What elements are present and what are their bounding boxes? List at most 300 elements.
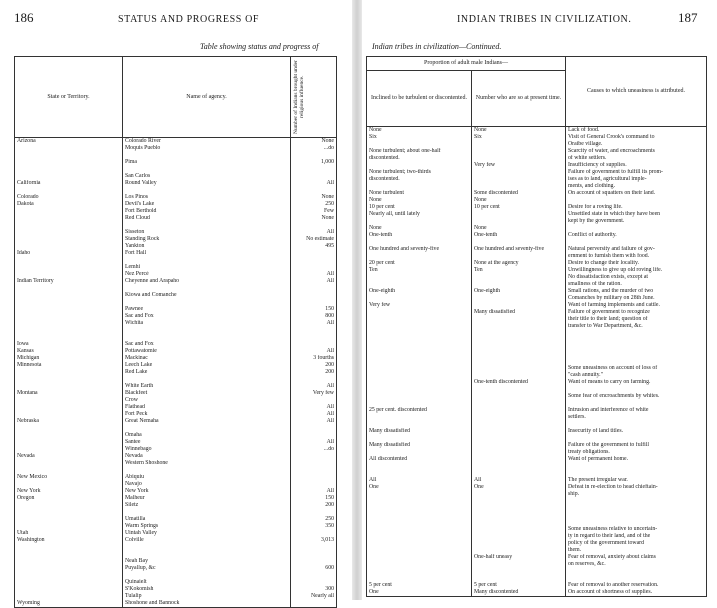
table-cell: S'Kokomish	[123, 586, 291, 593]
table-row	[367, 498, 707, 505]
table-cell: 10 per cent	[472, 204, 566, 211]
table-cell: Umatilla	[123, 516, 291, 523]
table-cell: New Mexico	[15, 474, 123, 481]
header-causes: Causes to which uneasiness is attributed.	[566, 57, 707, 127]
table-row	[15, 600, 337, 608]
table-cell: Insecurity of land titles.	[566, 428, 707, 435]
table-cell	[367, 512, 472, 519]
header-present-number: Number who are so at present time.	[472, 71, 566, 127]
table-cell	[123, 152, 291, 159]
table-cell	[367, 414, 472, 421]
table-cell: One hundred and seventy-five	[367, 246, 472, 253]
table-cell: Blackfeet	[123, 390, 291, 397]
table-row	[367, 239, 707, 246]
table-row	[367, 540, 707, 547]
table-row	[367, 246, 707, 253]
table-cell: Fort Peck	[123, 411, 291, 418]
table-row	[367, 463, 707, 470]
table-cell	[15, 229, 123, 236]
table-cell	[472, 407, 566, 414]
table-cell	[472, 281, 566, 288]
table-cell	[367, 351, 472, 358]
table-cell	[123, 544, 291, 551]
table-row	[367, 267, 707, 274]
table-cell: Shoshone and Bannock	[123, 600, 291, 608]
table-cell: 200	[291, 362, 337, 369]
table-cell	[566, 386, 707, 393]
table-row	[15, 467, 337, 474]
table-cell	[367, 533, 472, 540]
table-row	[367, 379, 707, 386]
table-cell	[291, 299, 337, 306]
table-cell	[472, 302, 566, 309]
table-cell	[472, 169, 566, 176]
table-cell	[123, 376, 291, 383]
right-page-number: 187	[678, 10, 698, 25]
table-cell	[15, 481, 123, 488]
table-row	[367, 232, 707, 239]
table-cell: Some discontented	[472, 190, 566, 197]
table-cell	[367, 568, 472, 575]
table-cell: Standing Rock	[123, 236, 291, 243]
table-cell: Oregon	[15, 495, 123, 502]
table-cell	[15, 516, 123, 523]
table-cell	[566, 568, 707, 575]
table-cell	[566, 505, 707, 512]
table-row	[15, 460, 337, 467]
right-page	[362, 0, 717, 600]
table-row	[15, 355, 337, 362]
table-row	[367, 526, 707, 533]
table-row	[15, 306, 337, 313]
table-row	[15, 516, 337, 523]
table-cell: 3,013	[291, 537, 337, 544]
table-cell	[472, 519, 566, 526]
table-cell	[15, 502, 123, 509]
table-cell: New York	[123, 488, 291, 495]
table-cell: Lemhi	[123, 264, 291, 271]
table-cell	[472, 316, 566, 323]
table-cell: All	[291, 404, 337, 411]
table-cell: Want of means to carry on farming.	[566, 379, 707, 386]
table-cell: ...do	[291, 145, 337, 152]
table-cell: One	[367, 589, 472, 597]
table-row	[367, 365, 707, 372]
table-cell	[367, 365, 472, 372]
table-row	[367, 204, 707, 211]
table-cell: Uintah Valley	[123, 530, 291, 537]
table-cell: Flathead	[123, 404, 291, 411]
table-row	[367, 190, 707, 197]
table-cell	[15, 159, 123, 166]
table-row	[15, 278, 337, 285]
table-cell: smallness of the ration.	[566, 281, 707, 288]
table-cell	[123, 572, 291, 579]
table-cell: Sac and Fox	[123, 313, 291, 320]
table-cell: Intrusion and interference of white	[566, 407, 707, 414]
table-cell: 5 per cent	[472, 582, 566, 589]
table-cell	[367, 526, 472, 533]
table-cell: Unwillingness to give up old roving life.	[566, 267, 707, 274]
table-cell	[472, 491, 566, 498]
left-page	[0, 0, 352, 606]
table-cell	[15, 565, 123, 572]
table-cell: All discontented	[367, 456, 472, 463]
table-cell: All	[291, 229, 337, 236]
table-cell	[291, 341, 337, 348]
table-cell: Cheyenne and Arapaho	[123, 278, 291, 285]
table-cell: Ten	[472, 267, 566, 274]
table-cell	[472, 218, 566, 225]
table-cell	[367, 498, 472, 505]
table-cell: Very few	[291, 390, 337, 397]
table-row	[15, 285, 337, 292]
table-cell	[367, 141, 472, 148]
table-cell: On account of squatters on their land.	[566, 190, 707, 197]
table-cell	[472, 386, 566, 393]
table-cell	[367, 379, 472, 386]
table-row	[15, 236, 337, 243]
table-cell	[566, 400, 707, 407]
table-cell: Very few	[472, 162, 566, 169]
table-cell	[367, 239, 472, 246]
table-row	[367, 183, 707, 190]
table-cell: Omaha	[123, 432, 291, 439]
table-cell	[367, 400, 472, 407]
table-row	[15, 593, 337, 600]
table-cell	[367, 337, 472, 344]
table-row	[367, 386, 707, 393]
table-cell: Many dissatisfied	[472, 309, 566, 316]
table-cell: New York	[15, 488, 123, 495]
table-row	[15, 530, 337, 537]
table-cell: Pawnee	[123, 306, 291, 313]
table-cell	[291, 327, 337, 334]
table-cell: 800	[291, 313, 337, 320]
table-cell	[472, 295, 566, 302]
table-row	[15, 138, 337, 146]
table-cell	[367, 421, 472, 428]
table-cell: 250	[291, 201, 337, 208]
table-cell: Neah Bay	[123, 558, 291, 565]
table-cell: Colorado River	[123, 138, 291, 146]
table-row	[15, 376, 337, 383]
table-row	[15, 523, 337, 530]
table-row	[15, 432, 337, 439]
table-cell	[15, 467, 123, 474]
table-cell: ises as to land, agricultural imple-	[566, 176, 707, 183]
table-cell	[472, 141, 566, 148]
table-cell	[15, 145, 123, 152]
table-cell: Sac and Fox	[123, 341, 291, 348]
table-cell	[291, 558, 337, 565]
table-cell: None	[472, 197, 566, 204]
table-cell: Want of farming implements and cattle.	[566, 302, 707, 309]
table-cell: Kiowa and Comanche	[123, 292, 291, 299]
table-cell: Western Shoshone	[123, 460, 291, 467]
table-cell: 200	[291, 502, 337, 509]
table-cell: White Earth	[123, 383, 291, 390]
table-cell	[472, 176, 566, 183]
table-cell: No dissatisfaction exists, except at	[566, 274, 707, 281]
table-cell	[15, 327, 123, 334]
table-row	[367, 519, 707, 526]
table-cell: Some fear of encroachments by whites.	[566, 393, 707, 400]
table-cell: transfer to War Department, &c.	[566, 323, 707, 330]
table-cell	[367, 435, 472, 442]
table-cell	[15, 313, 123, 320]
table-cell: Desire to change their locality.	[566, 260, 707, 267]
table-cell	[472, 337, 566, 344]
table-cell: "cash annuity."	[566, 372, 707, 379]
table-cell: Dakota	[15, 201, 123, 208]
table-cell	[15, 299, 123, 306]
table-cell: ments, and clothing.	[566, 183, 707, 190]
table-cell: All	[291, 383, 337, 390]
table-cell	[15, 523, 123, 530]
table-cell	[15, 579, 123, 586]
table-row	[367, 554, 707, 561]
table-cell: One-eighth	[472, 288, 566, 295]
table-cell	[367, 575, 472, 582]
table-cell	[291, 474, 337, 481]
table-row	[15, 495, 337, 502]
table-row	[367, 414, 707, 421]
table-cell: 3 fourths	[291, 355, 337, 362]
table-cell	[472, 351, 566, 358]
table-row	[15, 180, 337, 187]
table-cell	[472, 393, 566, 400]
table-row	[367, 141, 707, 148]
table-cell: Leech Lake	[123, 362, 291, 369]
table-row	[367, 358, 707, 365]
table-cell: discontented.	[367, 176, 472, 183]
table-cell	[472, 442, 566, 449]
table-row	[15, 320, 337, 327]
left-table-subtitle: Table showing status and progress of	[200, 42, 319, 51]
table-cell: Small rations, and the murder of two	[566, 288, 707, 295]
table-row	[367, 400, 707, 407]
table-cell	[472, 428, 566, 435]
table-row	[367, 561, 707, 568]
table-cell	[472, 148, 566, 155]
table-cell: None	[367, 197, 472, 204]
left-table	[14, 56, 337, 608]
right-table-subtitle: Indian tribes in civilization—Continued.	[372, 42, 502, 51]
table-cell: None	[472, 127, 566, 135]
table-cell: All	[291, 418, 337, 425]
table-cell: Malheur	[123, 495, 291, 502]
table-row	[15, 194, 337, 201]
table-cell	[123, 334, 291, 341]
table-cell: Colorado	[15, 194, 123, 201]
table-cell	[15, 306, 123, 313]
table-cell: Fear of removal to another reservation.	[566, 582, 707, 589]
table-cell	[291, 376, 337, 383]
table-row	[367, 253, 707, 260]
table-cell: kept by the government.	[566, 218, 707, 225]
table-cell: Fear of removal, anxiety about claims	[566, 554, 707, 561]
table-row	[15, 201, 337, 208]
table-cell	[566, 470, 707, 477]
table-cell: Washington	[15, 537, 123, 544]
table-cell: Red Lake	[123, 369, 291, 376]
header-state: State or Territory.	[15, 57, 123, 138]
table-row	[367, 316, 707, 323]
table-row	[15, 299, 337, 306]
table-cell	[291, 551, 337, 558]
table-cell: Round Valley	[123, 180, 291, 187]
table-row	[15, 383, 337, 390]
table-cell	[472, 253, 566, 260]
table-cell	[367, 463, 472, 470]
table-cell	[123, 222, 291, 229]
table-cell	[15, 369, 123, 376]
table-cell: Minnesota	[15, 362, 123, 369]
table-cell	[291, 453, 337, 460]
table-cell: Mackinac	[123, 355, 291, 362]
table-cell	[472, 533, 566, 540]
table-row	[15, 159, 337, 166]
table-cell: Crow	[123, 397, 291, 404]
table-cell	[367, 547, 472, 554]
table-cell: 150	[291, 306, 337, 313]
table-cell	[15, 222, 123, 229]
table-row	[15, 565, 337, 572]
table-row	[367, 197, 707, 204]
table-cell	[123, 166, 291, 173]
table-cell	[472, 526, 566, 533]
table-cell: None	[291, 215, 337, 222]
table-cell: discontented.	[367, 155, 472, 162]
table-cell: Six	[367, 134, 472, 141]
table-cell: Very few	[367, 302, 472, 309]
table-row	[15, 453, 337, 460]
table-cell: California	[15, 180, 123, 187]
table-cell	[367, 323, 472, 330]
table-cell	[291, 397, 337, 404]
table-row	[367, 470, 707, 477]
table-cell	[472, 372, 566, 379]
table-cell	[291, 166, 337, 173]
table-cell: One hundred and seventy-five	[472, 246, 566, 253]
table-cell: Defeat in re-election to head chieftain-	[566, 484, 707, 491]
table-row	[15, 257, 337, 264]
table-cell: Scarcity of water, and encroachments	[566, 148, 707, 155]
table-cell: 20 per cent	[367, 260, 472, 267]
table-cell: None	[472, 225, 566, 232]
table-row	[15, 243, 337, 250]
table-cell	[291, 187, 337, 194]
table-cell	[123, 327, 291, 334]
table-cell: On account of shortness of supplies.	[566, 589, 707, 597]
table-row	[15, 446, 337, 453]
table-cell: Visit of General Crook's command to	[566, 134, 707, 141]
table-cell	[291, 600, 337, 608]
table-cell: on reserves, &c.	[566, 561, 707, 568]
table-cell: Los Pinos	[123, 194, 291, 201]
table-row	[15, 229, 337, 236]
table-cell	[367, 491, 472, 498]
table-cell	[15, 586, 123, 593]
table-cell	[472, 505, 566, 512]
table-row	[15, 187, 337, 194]
table-cell	[367, 162, 472, 169]
table-cell: Nearly all	[291, 593, 337, 600]
table-row	[367, 575, 707, 582]
table-row	[15, 439, 337, 446]
table-cell: All	[291, 180, 337, 187]
table-cell: Insufficiency of supplies.	[566, 162, 707, 169]
table-cell: them.	[566, 547, 707, 554]
table-cell: Santee	[123, 439, 291, 446]
table-cell	[472, 211, 566, 218]
left-table-body	[15, 138, 337, 608]
table-cell	[367, 554, 472, 561]
table-row	[15, 481, 337, 488]
table-row	[15, 411, 337, 418]
table-row	[367, 281, 707, 288]
table-cell	[472, 414, 566, 421]
table-cell	[566, 463, 707, 470]
table-cell	[367, 393, 472, 400]
table-cell: Nez Percé	[123, 271, 291, 278]
table-cell	[15, 397, 123, 404]
table-cell: 495	[291, 243, 337, 250]
table-cell: 600	[291, 565, 337, 572]
table-cell: Many dissatisfied	[367, 442, 472, 449]
table-cell: Iowa	[15, 341, 123, 348]
table-cell: Many discontented	[472, 589, 566, 597]
table-cell	[566, 358, 707, 365]
table-cell: Nebraska	[15, 418, 123, 425]
table-cell	[566, 337, 707, 344]
table-cell: Michigan	[15, 355, 123, 362]
table-cell	[367, 330, 472, 337]
table-cell: All	[291, 271, 337, 278]
table-row	[367, 582, 707, 589]
table-row	[367, 407, 707, 414]
table-row	[15, 362, 337, 369]
table-cell: Unsettled state in which they have been	[566, 211, 707, 218]
table-cell	[123, 551, 291, 558]
table-cell	[566, 421, 707, 428]
table-cell	[291, 173, 337, 180]
right-table	[366, 56, 707, 597]
table-cell: Nevada	[123, 453, 291, 460]
table-cell	[15, 572, 123, 579]
table-cell	[291, 432, 337, 439]
table-cell	[566, 344, 707, 351]
table-cell	[15, 264, 123, 271]
table-cell: The present irregular war.	[566, 477, 707, 484]
table-cell	[472, 449, 566, 456]
table-cell	[472, 183, 566, 190]
table-cell: Great Nemaha	[123, 418, 291, 425]
table-cell	[291, 481, 337, 488]
table-cell: Some uneasiness on account of loss of	[566, 365, 707, 372]
table-row	[15, 250, 337, 257]
table-row	[367, 337, 707, 344]
table-row	[15, 215, 337, 222]
table-cell	[367, 281, 472, 288]
table-cell	[367, 470, 472, 477]
left-page-number: 186	[14, 10, 34, 25]
table-row	[15, 208, 337, 215]
table-cell: Conflict of authority.	[566, 232, 707, 239]
table-cell	[472, 239, 566, 246]
table-cell	[123, 285, 291, 292]
